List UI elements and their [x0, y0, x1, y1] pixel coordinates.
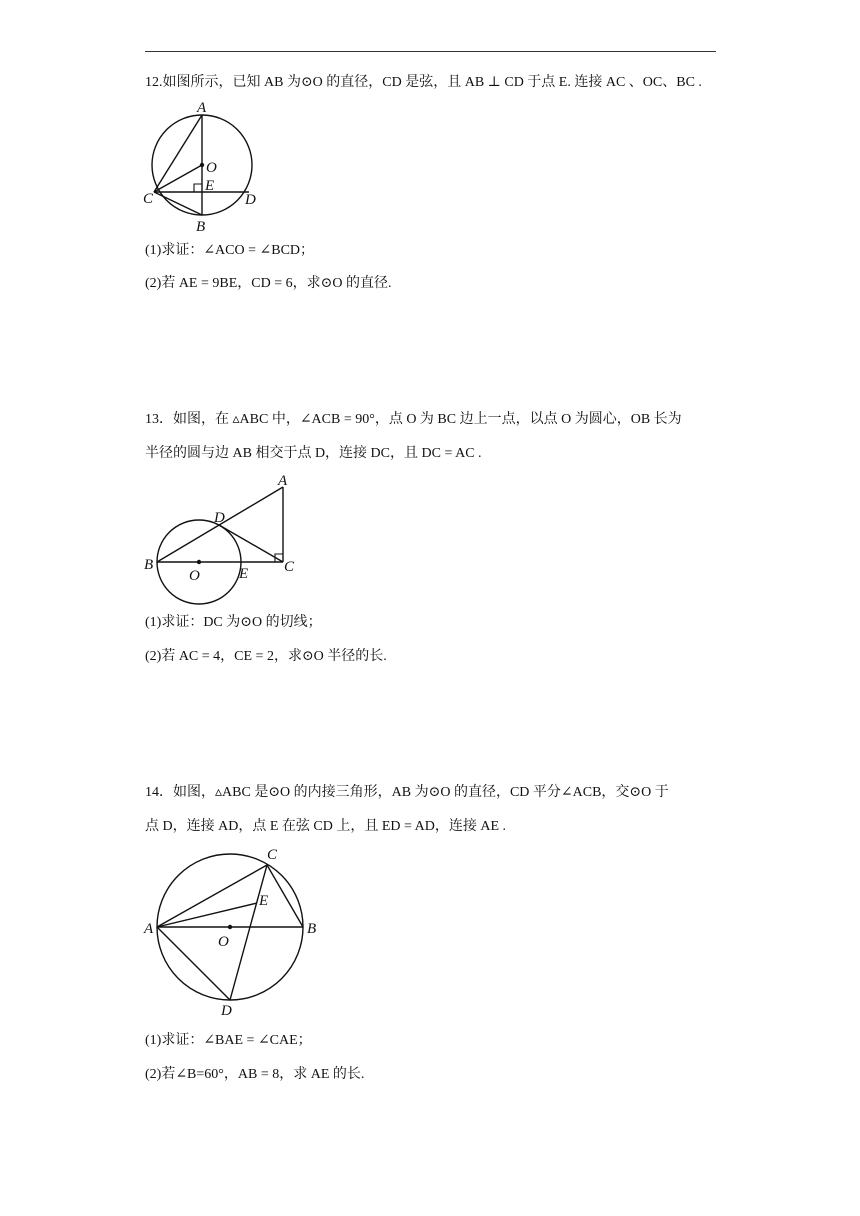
label-b: B: [196, 219, 206, 235]
label-c: C: [143, 191, 154, 207]
problem-12-part2: (2)若 AE = 9BE，CD = 6，求⊙O 的直径.: [145, 276, 392, 291]
label-d: D: [245, 192, 256, 208]
label-e: E: [205, 178, 215, 194]
label-c: C: [284, 559, 295, 575]
problem-13-statement-line2: 半径的圆与边 AB 相交于点 D，连接 DC，且 DC = AC .: [145, 446, 482, 461]
center-point: [228, 925, 232, 929]
label-a: A: [278, 473, 288, 489]
problem-14-statement-line2: 点 D，连接 AD，点 E 在弦 CD 上，且 ED = AD，连接 AE .: [145, 819, 506, 834]
label-b: B: [307, 921, 317, 937]
label-o: O: [218, 934, 229, 950]
problem-13-part1: (1)求证：DC 为⊙O 的切线；: [145, 615, 322, 630]
segment-ac: [157, 865, 267, 927]
label-d: D: [214, 510, 225, 526]
problem-13-part2: (2)若 AC = 4，CE = 2，求⊙O 半径的长.: [145, 649, 387, 664]
problem-14-statement-line1: 14．如图，▵ABC 是⊙O 的内接三角形，AB 为⊙O 的直径，CD 平分∠ACB，交⊙O 于: [145, 785, 669, 800]
label-a: A: [144, 921, 154, 937]
problem-14-part2: (2)若∠B=60°，AB = 8，求 AE 的长.: [145, 1067, 365, 1082]
segment-bc: [267, 865, 303, 927]
problem-12-statement: 12.如图所示，已知 AB 为⊙O 的直径，CD 是弦，且 AB ⊥ CD 于点 E. 连接 AC 、OC、BC .: [145, 75, 702, 90]
label-b: B: [144, 557, 154, 573]
label-c: C: [267, 847, 278, 863]
label-d: D: [221, 1003, 232, 1019]
problem-12-part1: (1)求证：∠ACO = ∠BCD；: [145, 243, 315, 258]
label-o: O: [189, 568, 200, 584]
problem-14-part1: (1)求证：∠BAE = ∠CAE；: [145, 1033, 312, 1048]
label-o: O: [206, 160, 217, 176]
chord-cd: [230, 865, 267, 1000]
segment-ae: [157, 903, 257, 927]
label-e: E: [259, 893, 269, 909]
problem-13-statement-line1: 13．如图，在 ▵ABC 中，∠ACB = 90°，点 O 为 BC 边上一点，以点 O 为圆心，OB 长为: [145, 412, 682, 427]
label-a: A: [197, 100, 207, 116]
label-e: E: [239, 566, 249, 582]
